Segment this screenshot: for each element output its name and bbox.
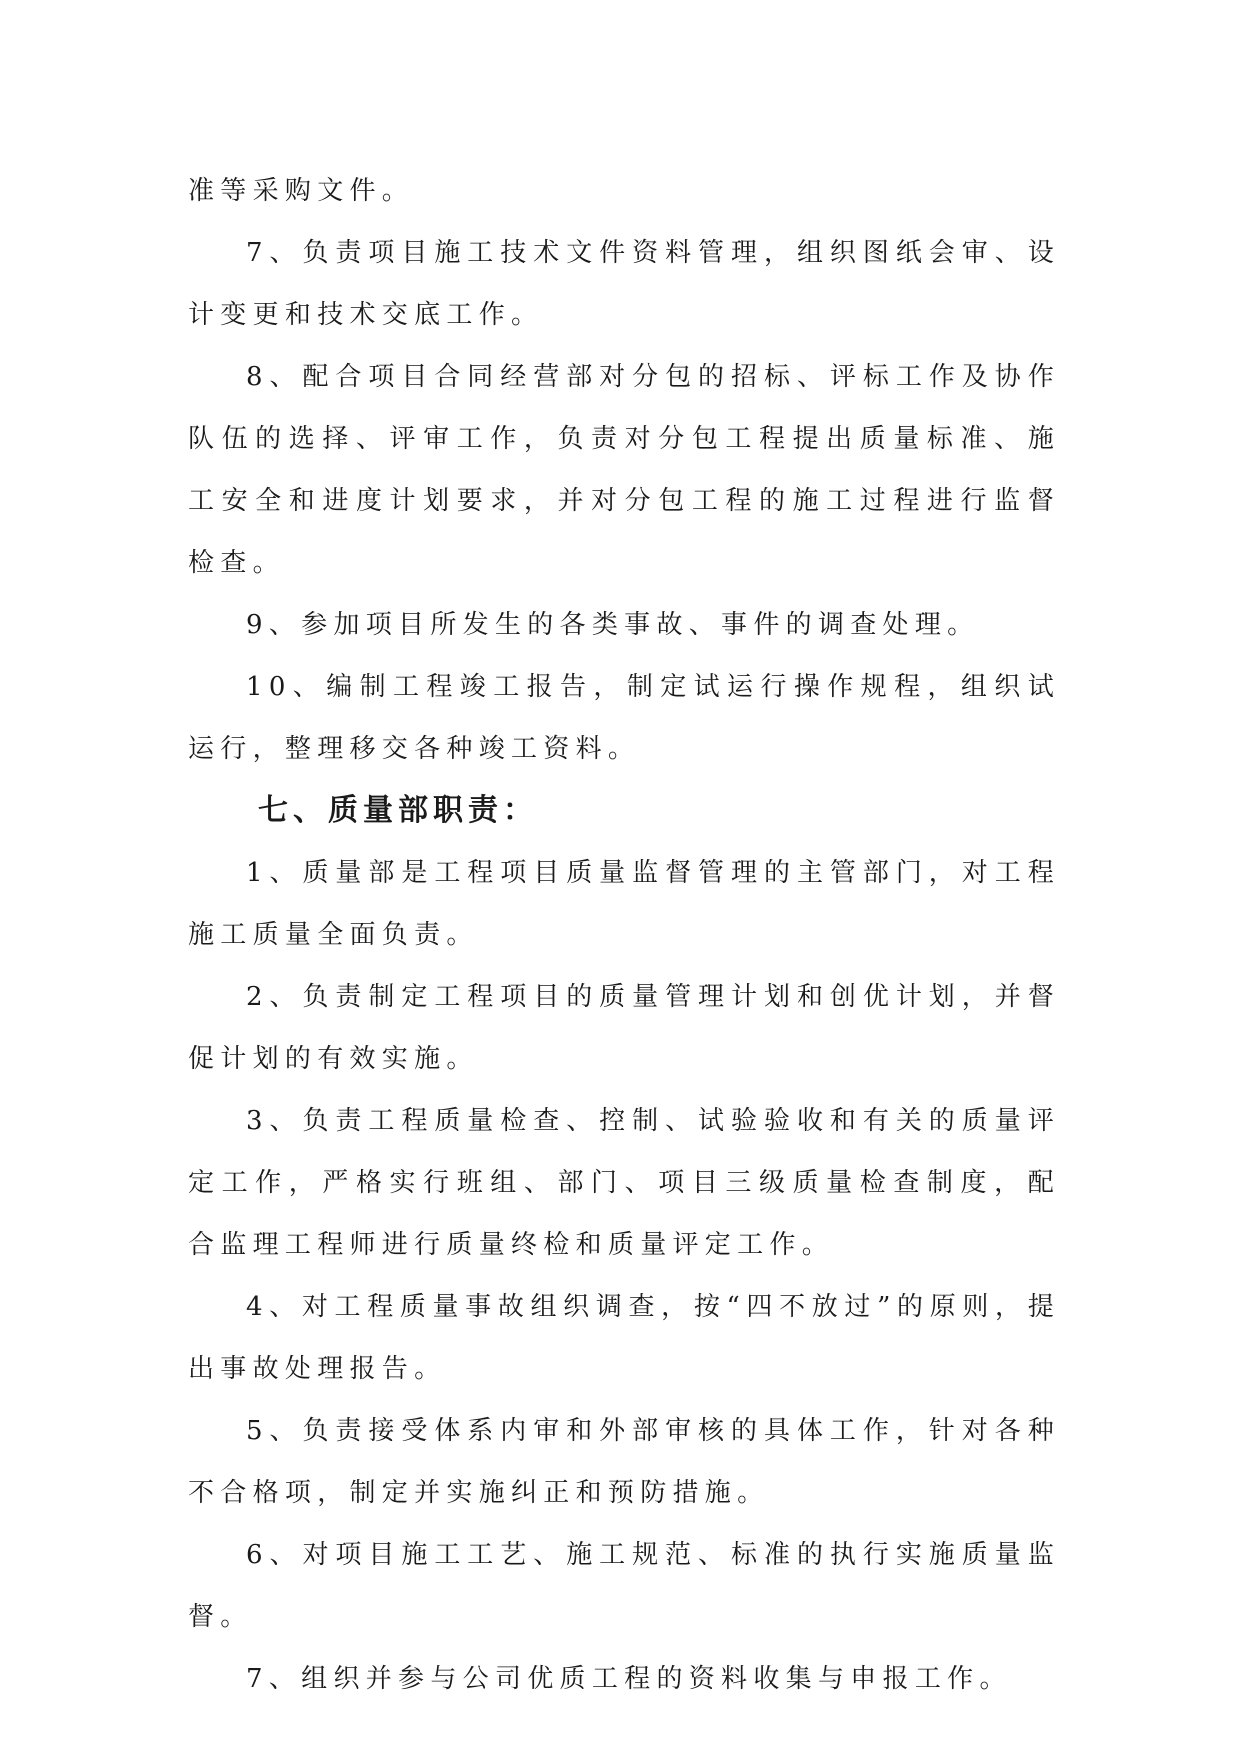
document-page — [188, 160, 1060, 1710]
quality-item-7: 7、组织并参与公司优质工程的资料收集与申报工作。 — [246, 1664, 1012, 1694]
quality-item-4: 4、对工程质量事故组织调查，按“四不放过”的原则，提出事故处理报告。 — [188, 1292, 1060, 1384]
quality-item-2: 2、负责制定工程项目的质量管理计划和创优计划，并督促计划的有效实施。 — [188, 982, 1060, 1074]
quality-item-6: 6、对项目施工工艺、施工规范、标准的执行实施质量监督。 — [188, 1540, 1060, 1632]
quality-item-5: 5、负责接受体系内审和外部审核的具体工作，针对各种不合格项，制定并实施纠正和预防措施。 — [188, 1416, 1060, 1508]
paragraph-continuation: 准等采购文件。 — [188, 176, 415, 206]
paragraph-item-7: 7、负责项目施工技术文件资料管理，组织图纸会审、设计变更和技术交底工作。 — [188, 238, 1060, 330]
paragraph-item-8: 8、配合项目合同经营部对分包的招标、评标工作及协作队伍的选择、评审工作，负责对分包工程提出质量标准、施工安全和进度计划要求，并对分包工程的施工过程进行监督检查。 — [188, 362, 1060, 578]
paragraph-item-10: 10、编制工程竣工报告，制定试运行操作规程，组织试运行，整理移交各种竣工资料。 — [188, 672, 1060, 764]
quality-item-3: 3、负责工程质量检查、控制、试验验收和有关的质量评定工作，严格实行班组、部门、项目三级质量检查制度，配合监理工程师进行质量终检和质量评定工作。 — [188, 1106, 1060, 1260]
section-heading: 七、质量部职责： — [258, 793, 538, 828]
quality-item-1: 1、质量部是工程项目质量监督管理的主管部门，对工程施工质量全面负责。 — [188, 858, 1060, 950]
paragraph-item-9: 9、参加项目所发生的各类事故、事件的调查处理。 — [246, 610, 980, 640]
